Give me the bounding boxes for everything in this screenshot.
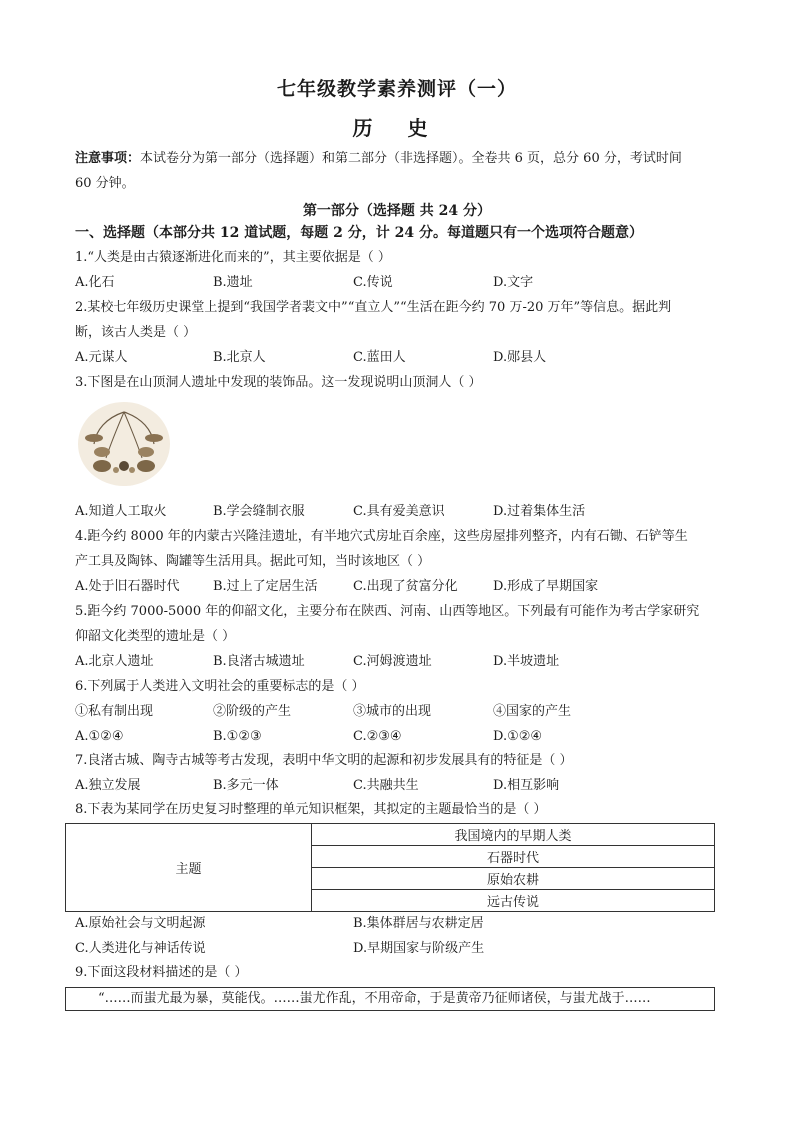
q7-option-d[interactable]: D.相互影响 (493, 778, 560, 793)
q4-option-d[interactable]: D.形成了早期国家 (493, 579, 599, 594)
q2-stem-1: 2.某校七年级历史课堂上提到“我国学者裴文中”“直立人”“生活在距今约 70 万-20 万年”等信息。据此判 (75, 300, 672, 315)
q2-option-b[interactable]: B.北京人 (213, 350, 266, 365)
table-row: 原始农耕 (312, 868, 715, 890)
q3-option-d[interactable]: D.过着集体生活 (493, 504, 586, 519)
q7-option-b[interactable]: B.多元一体 (213, 778, 279, 793)
q5-option-d[interactable]: D.半坡遗址 (493, 654, 560, 669)
q3-option-b[interactable]: B.学会缝制衣服 (213, 504, 305, 519)
section-heading: 一、选择题（本部分共 12 道试题，每题 2 分，计 24 分。每道题只有一个选项符合题意） (75, 225, 643, 241)
q6-item-2: ②阶级的产生 (213, 704, 292, 719)
q5-stem-2: 仰韶文化类型的遗址是（ ） (75, 629, 236, 644)
q5-option-a[interactable]: A.北京人遗址 (75, 654, 154, 669)
q8-option-a[interactable]: A.原始社会与文明起源 (75, 916, 206, 931)
q6-option-d[interactable]: D.①②④ (493, 729, 543, 744)
q1-option-d[interactable]: D.文字 (493, 275, 534, 290)
subject-title: 历 史 (352, 116, 442, 140)
q9-quote-box (65, 987, 715, 1011)
table-row: 远古传说 (312, 890, 715, 912)
q5-option-c[interactable]: C.河姆渡遗址 (353, 654, 432, 669)
table-row: 我国境内的早期人类 (312, 824, 715, 846)
exam-title: 七年级教学素养测评（一） (276, 78, 517, 100)
q4-stem-1: 4.距今约 8000 年的内蒙古兴隆洼遗址，有半地穴式房址百余座，这些房屋排列整齐，内有石锄、石铲等生 (75, 529, 688, 544)
q5-option-b[interactable]: B.良渚古城遗址 (213, 654, 305, 669)
q7-option-c[interactable]: C.共融共生 (353, 778, 419, 793)
part1-heading: 第一部分（选择题 共 24 分） (302, 203, 492, 219)
q6-item-4: ④国家的产生 (493, 704, 572, 719)
q1-option-a[interactable]: A.化石 (75, 275, 115, 290)
q2-option-a[interactable]: A.元谋人 (75, 350, 128, 365)
q4-option-c[interactable]: C.出现了贫富分化 (353, 579, 458, 594)
q1-stem: 1.“人类是由古猿逐渐进化而来的”，其主要依据是（ ） (75, 250, 391, 265)
q3-stem: 3.下图是在山顶洞人遗址中发现的装饰品。这一发现说明山顶洞人（ ） (75, 375, 482, 390)
q3-option-a[interactable]: A.知道人工取火 (75, 504, 167, 519)
q7-option-a[interactable]: A.独立发展 (75, 778, 141, 793)
q8-option-b[interactable]: B.集体群居与农耕定居 (353, 916, 484, 931)
q2-option-c[interactable]: C.蓝田人 (353, 350, 406, 365)
table-row: 石器时代 (312, 846, 715, 868)
knowledge-frame-table (65, 823, 715, 912)
q6-option-b[interactable]: B.①②③ (213, 729, 262, 744)
q5-stem-1: 5.距今约 7000-5000 年的仰韶文化，主要分布在陕西、河南、山西等地区。下列最有可能作为考古学家研究 (75, 604, 700, 619)
q4-option-b[interactable]: B.过上了定居生活 (213, 579, 318, 594)
q4-option-a[interactable]: A.处于旧石器时代 (75, 579, 180, 594)
q8-option-d[interactable]: D.早期国家与阶级产生 (353, 941, 485, 956)
q6-item-3: ③城市的出现 (353, 704, 432, 719)
q9-quote-text: “……而蚩尤最为暴，莫能伐。……蚩尤作乱，不用帝命，于是黄帝乃征师诸侯，与蚩尤战于…… (98, 991, 651, 1006)
q1-option-b[interactable]: B.遗址 (213, 275, 253, 290)
ornament-figure (76, 400, 172, 488)
table-topic-cell: 主题 (66, 824, 312, 912)
q8-option-c[interactable]: C.人类进化与神话传说 (75, 941, 206, 956)
notice-text-1: 本试卷分为第一部分（选择题）和第二部分（非选择题）。全卷共 6 页，总分 60 分，考试时间 (140, 151, 682, 166)
q8-stem: 8.下表为某同学在历史复习时整理的单元知识框架，其拟定的主题最恰当的是（ ） (75, 802, 547, 817)
q4-stem-2: 产工具及陶钵、陶罐等生活用具。据此可知，当时该地区（ ） (75, 554, 431, 569)
notice-text-2: 60 分钟。 (75, 176, 135, 191)
q6-option-a[interactable]: A.①②④ (75, 729, 124, 744)
q9-stem: 9.下面这段材料描述的是（ ） (75, 965, 248, 980)
notice-label: 注意事项： (75, 151, 141, 166)
q2-stem-2: 断，该古人类是（ ） (75, 325, 197, 340)
notice-line-1 (75, 150, 682, 168)
q6-item-1: ①私有制出现 (75, 704, 154, 719)
q6-stem: 6.下列属于人类进入文明社会的重要标志的是（ ） (75, 679, 365, 694)
q6-option-c[interactable]: C.②③④ (353, 729, 402, 744)
q7-stem: 7.良渚古城、陶寺古城等考古发现，表明中华文明的起源和初步发展具有的特征是（ ） (75, 753, 573, 768)
q2-option-d[interactable]: D.郧县人 (493, 350, 547, 365)
q1-option-c[interactable]: C.传说 (353, 275, 393, 290)
q3-option-c[interactable]: C.具有爱美意识 (353, 504, 445, 519)
